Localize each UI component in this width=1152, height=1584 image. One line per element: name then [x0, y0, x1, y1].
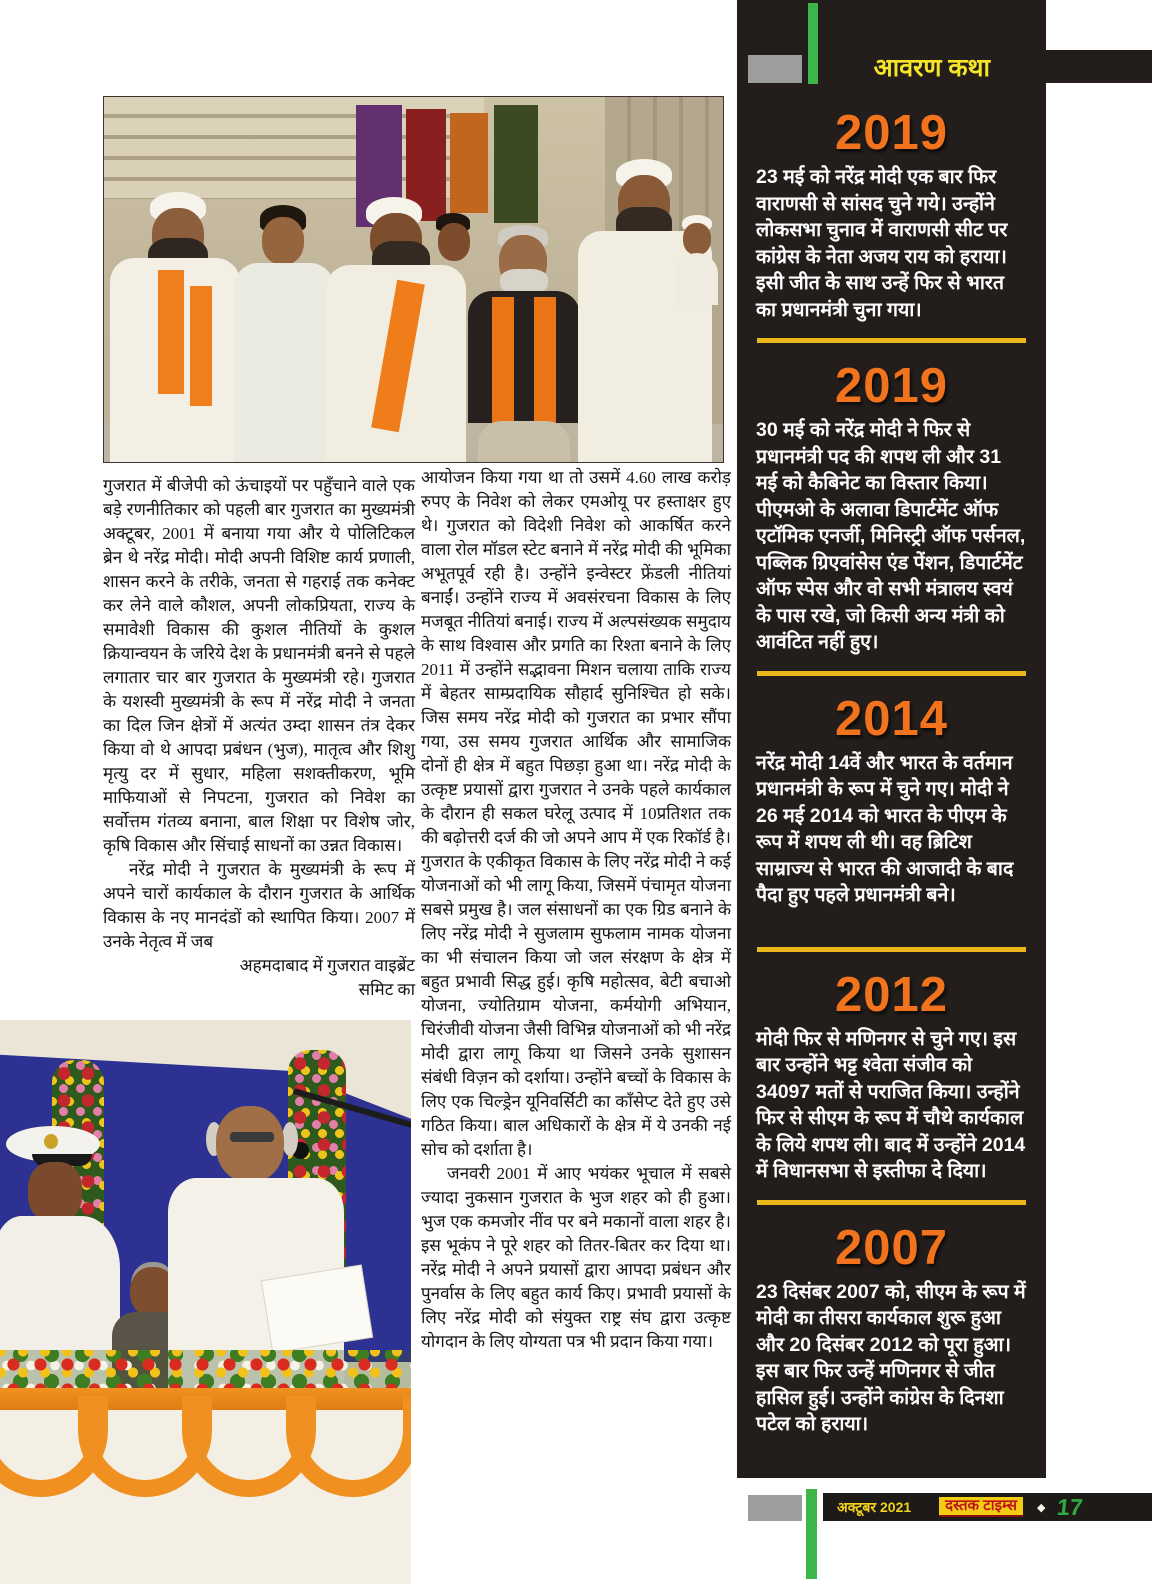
timeline-sidebar	[737, 0, 1046, 1478]
header-gray-block	[748, 55, 802, 83]
article-paragraph: आयोजन किया गया था तो उसमें 4.60 लाख करोड़ रुपए के निवेश को लेकर एमओयू पर हस्ताक्षर हुए थे। गुजरात को विदेशी निवेश को आकर्षित करने वाला रोल मॉडल स्टेट बनाने में नरेंद्र मोदी की भूमिका अभूतपूर्व रही है। उन्होंने इन्वेस्टर फ्रेंडली नीतियां बनाईं। उन्होंने राज्य में अवसंरचना विकास के लिए मजबूत नीतियां बनाई। राज्य में अल्पसंख्यक समुदाय के साथ विश्वास और प्रगति का रिश्ता बनाने के लिए 2011 में उन्होंने सद्भावना मिशन चलाया ताकि राज्य में बेहतर साम्प्रदायिक सौहार्द सुनिश्चित हो सके। जिस समय नरेंद्र मोदी को गुजरात का प्रभार सौंपा गया, उस समय गुजरात आर्थिक और सामाजिक दोनों ही क्षेत्र में बहुत पिछड़ा हुआ था। नरेंद्र मोदी के उत्कृष्ट प्रयासों द्वारा गुजरात ने उनके पहले कार्यकाल के दौरान ही सकल घरेलू उत्पाद में 10प्रतिशत तक की बढ़ोत्तरी दर्ज की जो अपने आप में एक रिकॉर्ड है। गुजरात के एकीकृत विकास के लिए नरेंद्र मोदी ने कई योजनाओं को भी लागू किया, जिसमें पंचामृत योजना सबसे प्रमुख है। जल संसाधनों का एक ग्रिड बनाने के लिए नरेंद्र मोदी ने सुजलाम सुफलाम नामक योजना का भी संचालन किया जो जल संरक्षण के क्षेत्र में बहुत प्रभावी सिद्ध हुई। कृषि महोत्सव, बेटी बचाओ योजना, ज्योतिग्राम योजना, कर्मयोगी अभियान, चिरंजीवी योजना जैसी विभिन्न योजनाओं को भी नरेंद्र मोदी द्वारा लागू किया था जिसने उनके सुशासन संबंधी विज़न को दर्शाया। उन्होंने बच्चों के विकास के लिए एक चिल्ड्रेन यूनिवर्सिटी का कॉंसेप्ट देते हुए उसे गठित किया। बाल अधिकारों के क्षेत्र में ये उनकी नई सोच को दर्शाता है।	[421, 468, 731, 1159]
photo-officer-face	[28, 1162, 82, 1222]
article-wrap-line: अहमदाबाद में गुजरात वाइब्रेंट	[239, 956, 415, 975]
figure-trousers	[478, 421, 570, 462]
timeline-block	[754, 1219, 1029, 1438]
timeline-block	[754, 966, 1029, 1185]
article-paragraph: जनवरी 2001 में आए भयंकर भूचाल में सबसे ज्यादा नुकसान गुजरात के भुज शहर को ही हुआ। भुज एक कमजोर नींव पर बने मकानों वाला शहर है। इस भूकंप ने पूरे शहर को तितर-बितर कर दिया था। नरेंद्र मोदी ने अपने प्रयासों द्वारा आपदा प्रबंधन और पुनर्वास के लिए बहुत कार्य किए। प्रभावी प्रयासों के लिए नरेंद्र मोदी को संयुक्त राष्ट्र संघ द्वारा उत्कृष्ट योगदान के लिए योग्यता पत्र भी प्रदान किया गया।	[421, 1164, 731, 1351]
timeline-text: 23 दिसंबर 2007 को, सीएम के रूप में मोदी का तीसरा कार्यकाल शुरू हुआ और 20 दिसंबर 2012 को पूरा हुआ। इस बार फिर उन्हें मणिनगर से जीत हासिल हुई। उन्होंने कांग्रेस के दिनशा पटेल को हराया।	[756, 1280, 1026, 1435]
article-paragraph: नरेंद्र मोदी ने गुजरात के मुख्यमंत्री के रूप में अपने चारों कार्यकाल के दौरान गुजरात के आर्थिक विकास के नए मानदंडों को स्थापित किया। 2007 में उनके नेतृत्व में जब	[103, 860, 415, 951]
page-number: 17	[1056, 1493, 1085, 1520]
timeline-year: 2014	[834, 691, 948, 746]
bottom-photo	[0, 1020, 411, 1584]
timeline-block	[754, 690, 1029, 909]
article-wrap-line: समिट का	[358, 980, 415, 999]
section-title: आवरण कथा	[873, 54, 990, 82]
photo-microphone	[292, 1142, 309, 1159]
timeline	[737, 100, 1046, 1438]
timeline-year: 2007	[834, 1220, 948, 1275]
yellow-divider	[757, 338, 1026, 343]
figure-dark-vest	[468, 291, 580, 423]
timeline-year: 2019	[834, 359, 948, 413]
figure-face	[262, 217, 304, 265]
header-right-tab	[1041, 50, 1152, 83]
top-photo	[103, 96, 724, 463]
article-column-left	[103, 474, 415, 1002]
photo-figure-cleric-left	[110, 192, 240, 462]
photo-figure-small-right	[680, 215, 716, 305]
timeline-block	[754, 357, 1029, 656]
article-paragraph: गुजरात में बीजेपी को ऊंचाइयों पर पहुँचाने वाले एक बड़े रणनीतिकार को पहली बार गुजरात का मुख्यमंत्री अक्टूबर, 2001 में बनाया गया और ये पोलिटिकल ब्रेन थे नरेंद्र मोदी। मोदी अपनी विशिष्ट कार्य प्रणाली, शासन करने के तरीके, जनता से गहराई तक कनेक्ट कर लेने वाले कौशल, अपनी लोकप्रियता, राज्य के समावेशी विकास की कुशल नीतियों के कुशल क्रियान्वयन के जरिये देश के प्रधानमंत्री बनने से पहले लगातार चार बार गुजरात के मुख्यमंत्री रहे। गुजरात के यशस्वी मुख्यमंत्री के रूप में नरेंद्र मोदी ने जनता का दिल जिन क्षेत्रों में अत्यंत उम्दा शासन तंत्र देकर किया वो थे आपदा प्रबंधन (भुज), मातृत्व और शिशु मृत्यु दर में सुधार, महिला सशक्तीकरण, भूमि माफियाओं से निपटना, गुजरात को निवेश का सर्वोत्तम गंतव्य बनाना, बाल शिक्षा पर विशेष जोर, कृषि विकास और सिंचाई साधनों का उन्नत विकास।	[103, 476, 415, 855]
diamond-icon: ◆	[1037, 1501, 1046, 1514]
photo-figure-modi	[466, 225, 582, 462]
footer-issue-date: अक्टूबर 2021	[837, 1498, 912, 1515]
timeline-text: 23 मई को नरेंद्र मोदी एक बार फिर वाराणसी से सांसद चुने गये। उन्होंने लोकसभा चुनाव में वाराणसी सीट पर कांग्रेस के नेता अजय राय को हराया। इसी जीत के साथ उन्हें फिर से भारत का प्रधानमंत्री चुना गया।	[756, 166, 1008, 321]
figure-saffron-scarf	[158, 270, 184, 394]
figure-face	[683, 223, 711, 255]
header-green-bar	[808, 3, 818, 84]
footer-bar	[823, 1493, 1152, 1521]
footer-gray-block	[748, 1495, 802, 1521]
footer-green-bar	[806, 1489, 817, 1579]
photo-figure-cleric-right	[578, 159, 712, 462]
timeline-text: 30 मई को नरेंद्र मोदी ने फिर से प्रधानमंत्री पद की शपथ ली और 31 मई को कैबिनेट का विस्तार किया। पीएमओ के अलावा डिपार्टमेंट ऑफ एटॉमिक एनर्जी, मिनिस्ट्री ऑफ पर्सनल, पब्लिक ग्रिएवांसेस एंड पेंशन, डिपार्टमेंट ऑफ स्पेस और वो सभी मंत्रालय स्वयं के पास रखे, जो किसी अन्य मंत्री को आवंटित नहीं हुए।	[756, 419, 1026, 653]
yellow-divider	[757, 671, 1026, 676]
photo-speaker-face	[216, 1106, 284, 1182]
yellow-divider	[757, 947, 1026, 952]
yellow-divider	[757, 1200, 1026, 1205]
photo-figure-background	[234, 205, 334, 462]
article-column-middle	[421, 466, 731, 1354]
magazine-logo: दस्तक टाइम्स	[939, 1497, 1023, 1517]
timeline-year: 2019	[834, 106, 948, 160]
timeline-block	[754, 104, 1029, 323]
figure-robe	[234, 263, 334, 462]
timeline-year: 2012	[834, 967, 948, 1022]
figure-robe	[676, 253, 718, 305]
photo-speaker-glasses	[230, 1132, 274, 1142]
timeline-text: नरेंद्र मोदी 14वें और भारत के वर्तमान प्रधानमंत्री के रूप में चुने गए। मोदी ने 26 मई 2014 को भारत के पीएम के रूप में शपथ ली थी। वह ब्रिटिश साम्राज्य से भारत की आजादी के बाद पैदा हुए पहले प्रधानमंत्री बने।	[756, 751, 1014, 906]
timeline-text: मोदी फिर से मणिनगर से चुने गए। इस बार उन्होंने भट्ट श्वेता संजीव को 34097 मतों से पराजित किया। उन्होंने फिर से सीएम के रूप में चौथे कार्यकाल के लिये शपथ ली। बाद में उन्होंने 2014 में विधानसभा से इस्तीफा दे दिया।	[756, 1027, 1026, 1182]
photo-oath-paper	[261, 1264, 373, 1353]
photo-cap-badge	[44, 1134, 58, 1149]
